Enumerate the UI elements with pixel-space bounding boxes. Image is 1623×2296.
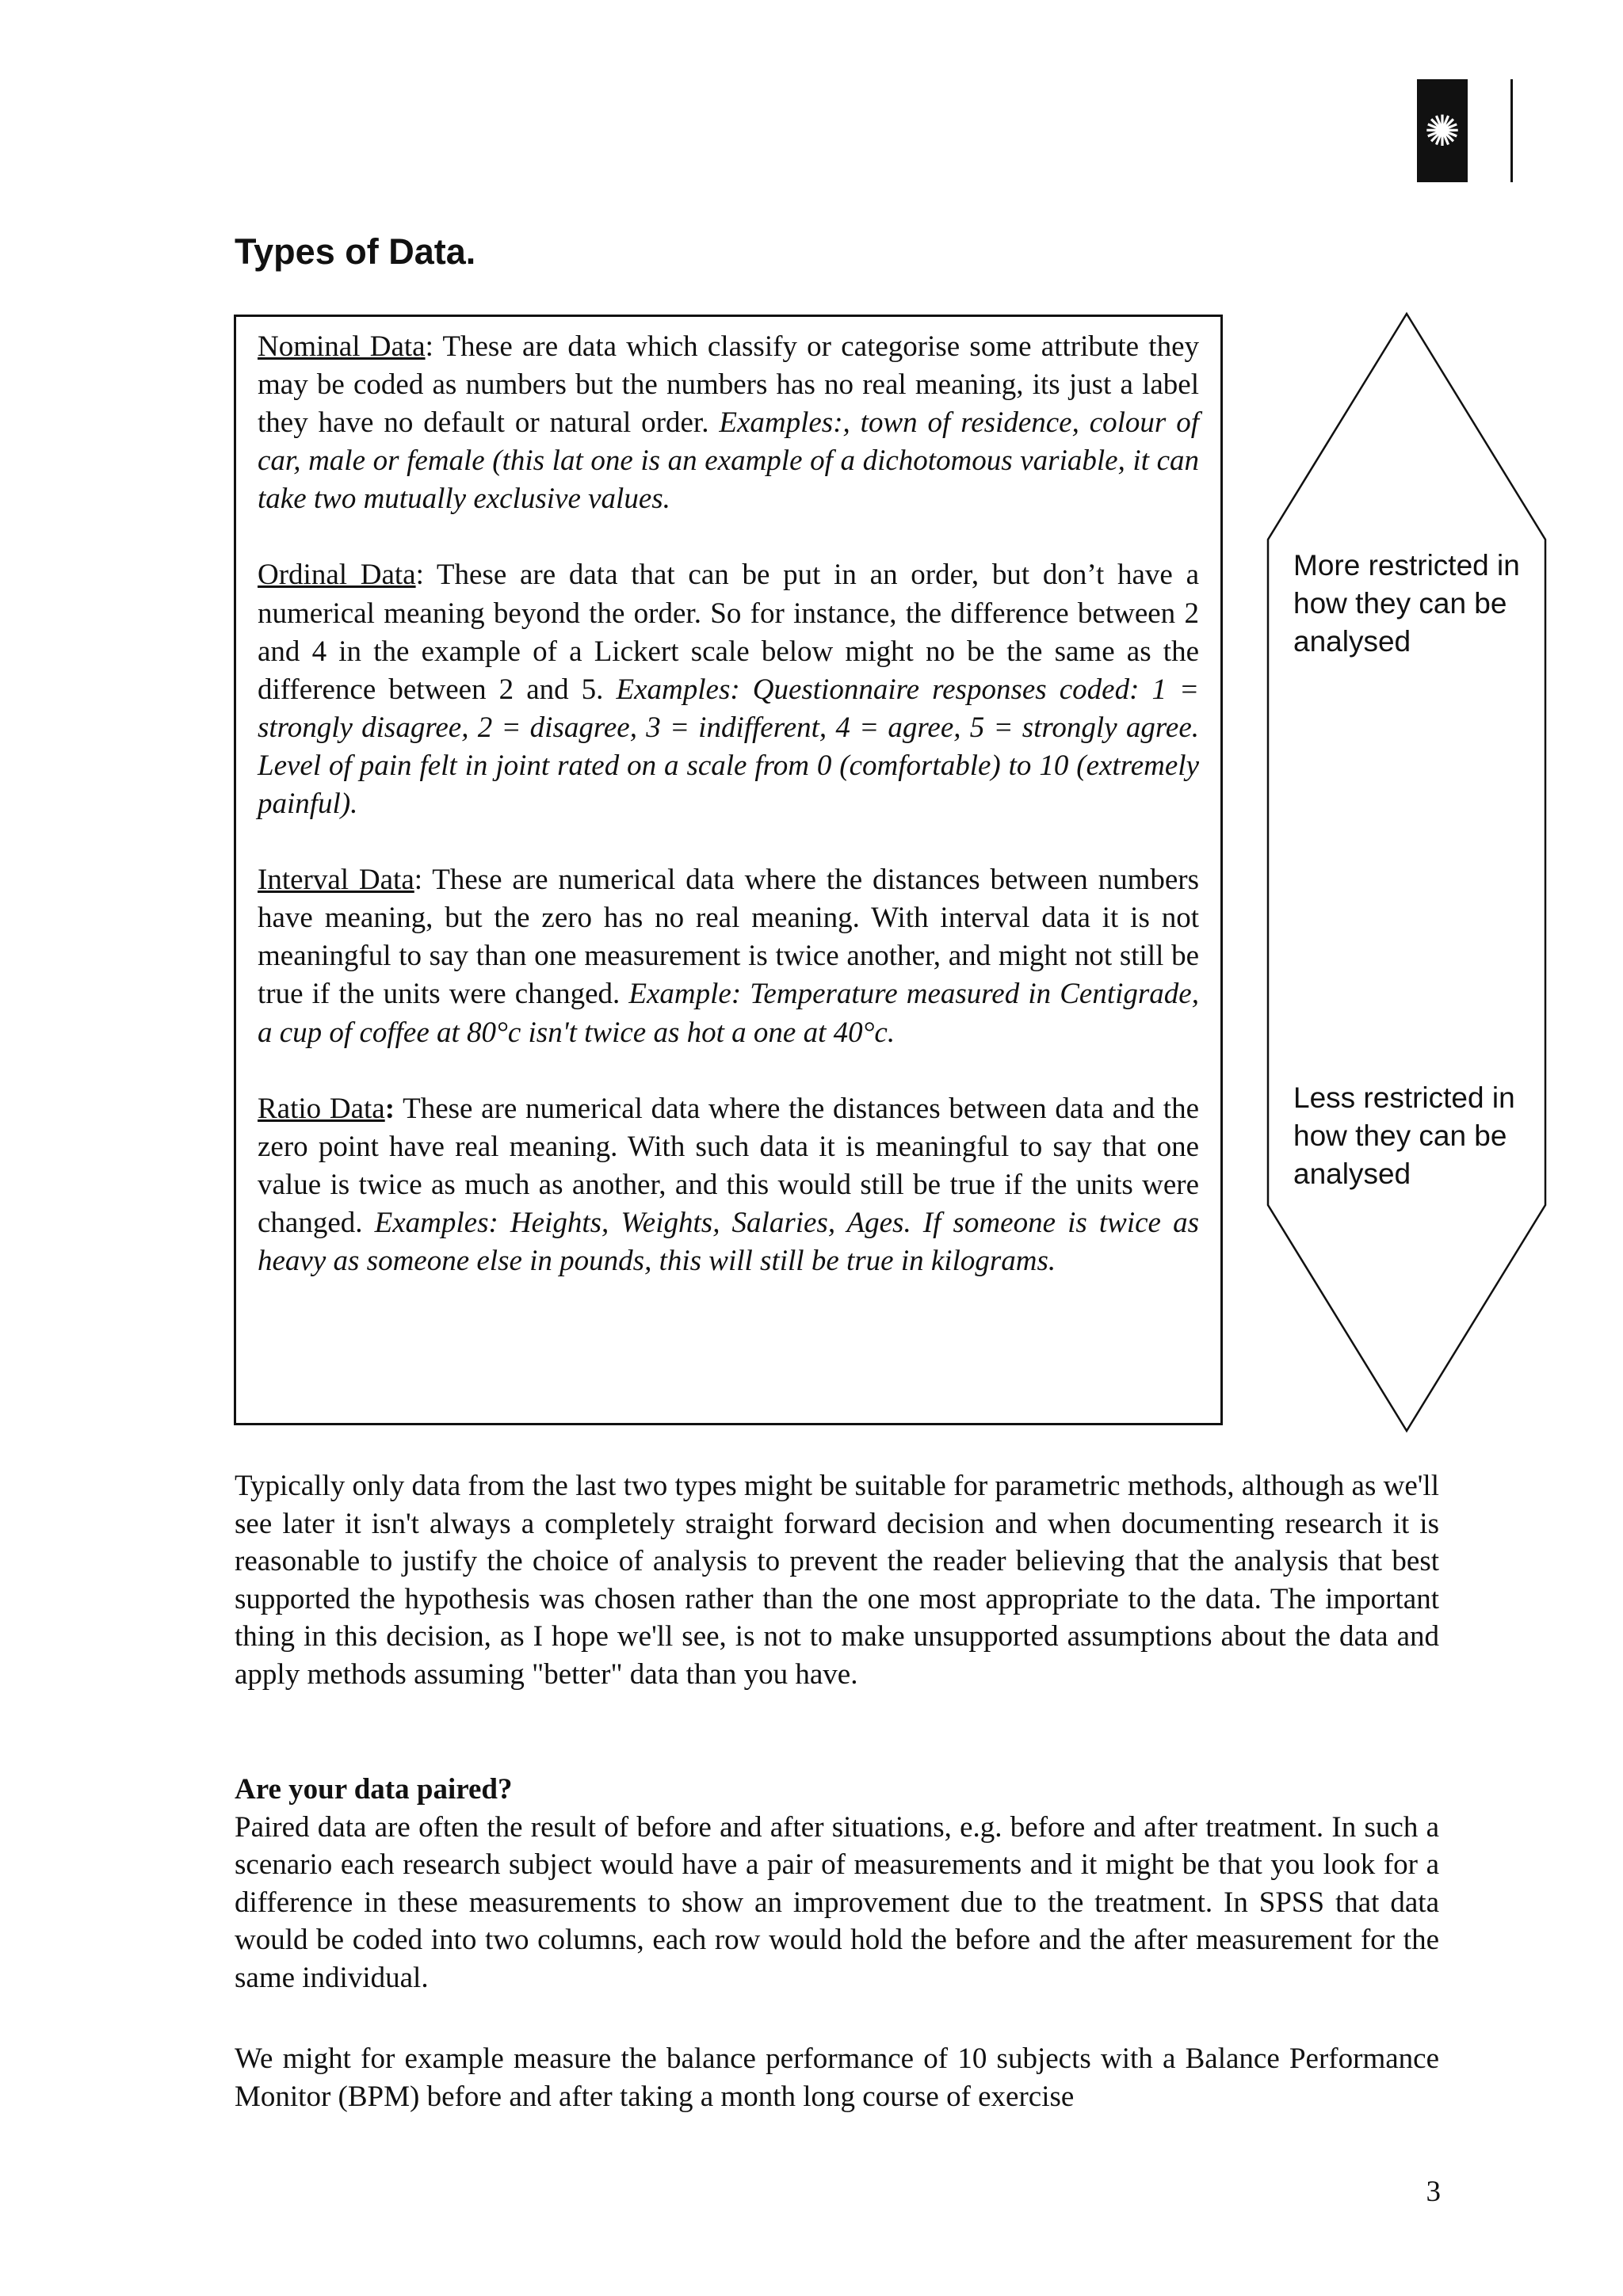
term-description: These are numerical data where the distances between numbers have meaning, but the zero has no real meaning. With interval data it is not meaningful to say than one measurement is twice another, and might not still be true if the units were changed. [258,864,1199,1011]
ratio-data-entry [258,1090,1199,1280]
data-types-box [234,315,1223,1425]
term-label: Ordinal Data [258,559,416,592]
ordinal-data-entry [258,556,1199,823]
restriction-scale-diagram [1268,314,1545,1431]
term-description: These are data that can be put in an order, but don’t have a numerical meaning beyond the order. So for instance, the difference between 2 and 4 in the example of a Lickert scale below might no be the same as the difference between 2 and 5. [258,559,1199,706]
nominal-data-entry [258,328,1199,518]
term-examples: Examples: Heights, Weights, Salaries, Ages. If someone is twice as heavy as someone else in pounds, this will still be true in kilograms. [258,1206,1199,1277]
term-examples: Example: Temperature measured in Centigrade, a cup of coffee at 80°c isn't twice as hot a one at 40°c. [258,978,1199,1049]
scale-outline [1268,314,1545,1431]
logo-emblem-icon: ✺ [1417,79,1468,182]
parametric-paragraph: Typically only data from the last two types might be suitable for parametric methods, although as we'll see later it isn't always a completely straight forward decision and when documenting research it is reasonable to justify the choice of analysis to prevent the reader believing that the analysis that best supported the hypothesis was chosen rather than the one most appropriate to the data. The important thing in this decision, as I hope we'll see, is not to make unsupported assumptions about the data and apply methods assuming "better" data than you have. [235,1470,1439,1691]
term-colon: : [414,864,423,897]
term-label: Nominal Data [258,330,426,363]
more-restricted-label: More restricted in how they can be analysed [1293,549,1520,658]
paired-section [235,1771,1439,1997]
paired-body: Paired data are often the result of before and after situations, e.g. before and after treatment. In such a scenario each research subject would have a pair of measurements and it might be that you look for a difference in these measurements to show an improvement due to the treatment. In SPSS that data would be coded into two columns, each row would hold the before and the after measurement for the same individual. [235,1810,1439,1994]
term-colon: : [415,559,424,592]
paired-heading: Are your data paired? [235,1773,513,1806]
term-description: These are numerical data where the distances between data and the zero point have real meaning. With such data it is meaningful to say that one value is twice as much as another, and this would still be true if the units were changed. [258,1092,1199,1239]
page-title: Types of Data. [235,231,476,272]
example-paragraph: We might for example measure the balance performance of 10 subjects with a Balance Performance Monitor (BPM) before and after taking a month long course of exercise [235,2042,1439,2113]
term-label: Ratio Data [258,1092,385,1125]
less-restricted-label: Less restricted in how they can be analysed [1293,1081,1515,1190]
logo-divider [1510,79,1513,182]
term-description: These are data which classify or categorise some attribute they may be coded as numbers but the numbers has no real meaning, its just a label they have no default or natural order. [258,330,1199,440]
term-colon: : [384,1092,395,1125]
term-examples: Examples:, town of residence, colour of car, male or female (this lat one is an example of a dichotomous variable, it can take two mutually exclusive values. [258,406,1200,516]
term-label: Interval Data [258,864,414,897]
page-number: 3 [1426,2176,1441,2208]
interval-data-entry [258,861,1199,1051]
term-colon: : [425,330,433,363]
logo [1417,79,1471,182]
term-examples: Examples: Questionnaire responses coded: 1 = strongly disagree, 2 = disagree, 3 = indifferent, 4 = agree, 5 = strongly agree. Level of pain felt in joint rated on a scale from 0 (comfortable) to 10 (extremely painful). [258,673,1199,821]
